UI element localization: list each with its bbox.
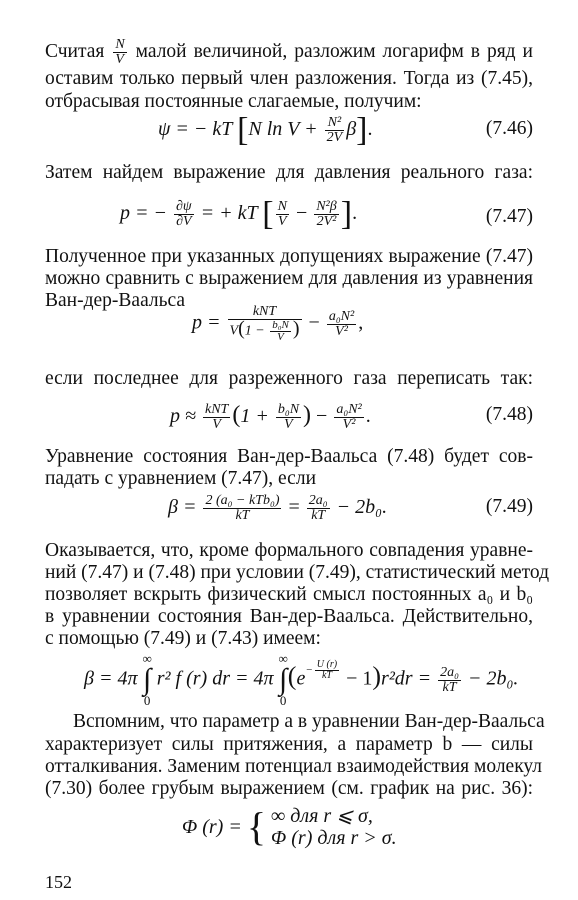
para5-line2: падать с уравнением (7.47), если (45, 468, 317, 489)
eq-lhs: p = (192, 311, 221, 334)
eq-part: N ln V + (248, 118, 318, 141)
integral-lower: 0 (279, 693, 287, 708)
frac-den: V (212, 417, 221, 432)
para6-line1: Оказывается, что, кроме формального совпадения уравне- (45, 540, 533, 561)
fraction (438, 666, 461, 695)
fraction (203, 494, 281, 523)
frac-num: 2a₀ (440, 664, 459, 680)
paren-open: ( (232, 402, 241, 429)
frac-den: 2V² (316, 214, 337, 229)
frac-den: V (284, 417, 293, 432)
eq-part: = + kT (200, 202, 258, 225)
integral-upper: ∞ (142, 651, 152, 666)
frac-den: kT (321, 669, 332, 681)
eq-tail: . (365, 405, 371, 428)
integral-upper: ∞ (278, 651, 288, 666)
den-part: V (229, 323, 239, 339)
frac-den: kT (311, 508, 326, 523)
frac-den (228, 317, 302, 343)
frac-num: U (r) (316, 658, 338, 670)
frac-num: b₀N (272, 319, 289, 331)
frac-den: V² (335, 323, 348, 339)
para6-line5: с помощью (7.49) и (7.43) имеем: (45, 628, 321, 649)
eq-part: 1 + (240, 405, 269, 428)
fraction-exponent (315, 660, 339, 681)
eq-lhs: Φ (r) = (182, 816, 242, 838)
frac-den: V (115, 52, 124, 67)
equation-7-47 (120, 195, 358, 233)
frac-den: kT (442, 679, 457, 695)
eq-lhs: β = 4π (84, 667, 138, 690)
para4-line1: если последнее для разреженного газа переписать так: (45, 368, 533, 389)
para7-line4: (7.30) более грубым выражением (см. график на рис. 36): (45, 778, 533, 799)
eq-tail: . (367, 118, 373, 141)
para1-line2: оставим только первый член разложения. Тогда из (7.45), (45, 68, 533, 89)
para1-line3: отбрасывая постоянные слагаемые, получим: (45, 91, 422, 112)
fraction (276, 200, 289, 229)
text: малой величиной, разложим логарифм в ряд и (135, 40, 533, 62)
text: Считая (45, 40, 105, 62)
frac-den: ∂V (176, 214, 192, 229)
eq-tail: . (352, 202, 358, 225)
paren-open: ( (238, 317, 245, 340)
para7-line3: отталкивания. Заменим потенциал взаимодействия молекул (45, 756, 543, 777)
eq-tail: − 2b₀. (336, 496, 388, 519)
case-1: ∞ для r ⩽ σ, (271, 805, 373, 827)
paren-close: ) (372, 661, 382, 691)
eq-tail: , (358, 311, 364, 334)
bracket-close: ] (356, 111, 368, 149)
frac-num: kNT (204, 402, 229, 417)
equation-7-46 (158, 111, 373, 149)
frac-den: V (277, 214, 287, 229)
equation-number-7-48: (7.48) (485, 404, 533, 425)
eq-part: − (316, 405, 328, 428)
integral-symbol: ∫ (279, 663, 288, 696)
fraction-N-over-V (113, 38, 126, 67)
equation-7-49 (168, 494, 387, 523)
integral-symbol: ∫ (143, 663, 152, 696)
paren-close: ) (292, 317, 300, 340)
equation-number-7-49: (7.49) (485, 496, 533, 517)
frac-den: kT (235, 508, 250, 523)
equation-phi-piecewise (182, 805, 397, 849)
equation-beta-integral (84, 652, 518, 708)
equation-number-7-47: (7.47) (485, 206, 533, 227)
eq-lhs: β = (168, 496, 197, 519)
integral-lower: 0 (143, 693, 151, 708)
frac-num: kNT (228, 305, 302, 320)
fraction (307, 494, 330, 523)
page-number: 152 (45, 872, 72, 892)
eq-part: e (296, 667, 306, 690)
eq-part: = (288, 496, 300, 519)
eq-part: r² f (r) dr = 4π (156, 667, 274, 690)
fraction (327, 310, 356, 339)
brace-open: { (246, 804, 267, 849)
eq-lhs: p = − (120, 202, 167, 225)
fraction (314, 200, 339, 229)
equation-van-der-waals (192, 305, 363, 343)
integral-sign (142, 652, 151, 708)
para6-line3: позволяет вскрыть физический смысл постоянных a₀ и b₀ (45, 584, 533, 605)
paren-open: ( (287, 661, 297, 691)
eq-part: r²dr = (381, 667, 432, 690)
frac-num: 2a₀ (308, 493, 328, 508)
fraction (174, 200, 194, 229)
frac-num: N (115, 37, 125, 52)
eq-part: − 1 (346, 667, 373, 690)
para3-line1: Полученное при указанных допущениях выражение (7.47) (45, 246, 533, 267)
fraction-inner (270, 320, 291, 343)
frac-num: ∂ψ (176, 199, 192, 214)
paren-close: ) (303, 402, 312, 429)
eq-part: − (295, 202, 308, 225)
exponent: − U (r) kT (305, 658, 338, 681)
bracket-close: ] (340, 195, 353, 233)
eq-tail: − 2b₀. (467, 667, 519, 690)
fraction (276, 403, 301, 432)
frac-num: b₀N (277, 402, 300, 417)
frac-num: N² (325, 116, 345, 131)
para6-line4: в уравнении состояния Ван-дер-Ваальса. Действительно, (45, 606, 533, 627)
para7-line2: характеризует силы притяжения, а параметр b — силы (45, 734, 533, 755)
para3-line3: Ван-дер-Ваальса (45, 290, 186, 311)
para3-line2: можно сравнить с выражением для давления из уравнения (45, 268, 533, 289)
frac-num: a₀N² (336, 402, 362, 417)
fraction (325, 116, 345, 145)
frac-num: N (277, 199, 287, 214)
frac-num: a₀N² (328, 308, 355, 324)
para2-line1: Затем найдем выражение для давления реального газа: (45, 162, 533, 183)
frac-den: V (277, 331, 284, 343)
fraction (334, 403, 363, 432)
equation-number-7-46: (7.46) (485, 118, 533, 139)
den-part: 1 − (244, 323, 265, 339)
bracket-open: [ (262, 195, 274, 233)
eq-lhs: p ≈ (170, 405, 196, 428)
eq-part: β (346, 118, 357, 141)
fraction (203, 403, 230, 432)
frac-num: 2 (a₀ − kTb₀) (205, 493, 280, 508)
piecewise-cases (271, 805, 397, 849)
para5-line1: Уравнение состояния Ван-дер-Ваальса (7.48) будет сов- (45, 446, 533, 467)
equation-7-48 (170, 403, 371, 432)
frac-den: 2V (326, 130, 343, 145)
para1-line1 (45, 38, 533, 67)
integral-sign (279, 652, 288, 708)
bracket-open: [ (237, 111, 249, 149)
frac-den: V² (342, 417, 356, 432)
eq-lhs: ψ = − kT (158, 118, 233, 141)
para6-line2: ний (7.47) и (7.48) при условии (7.49), статистический метод (45, 562, 549, 583)
para7-line1: Вспомним, что параметр a в уравнении Ван-дер-Ваальса (73, 711, 545, 732)
fraction-main (228, 305, 302, 343)
case-2: Φ (r) для r > σ. (271, 827, 397, 849)
eq-part: − (308, 311, 320, 334)
frac-num: N²β (316, 199, 337, 214)
